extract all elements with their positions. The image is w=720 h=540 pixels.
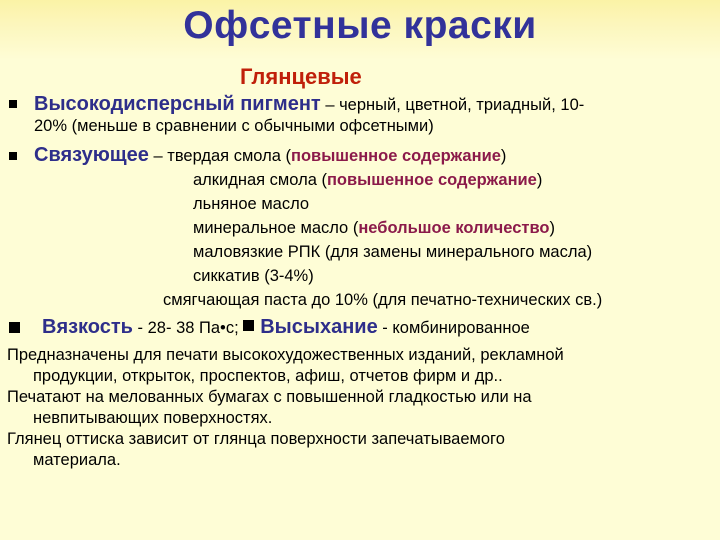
binder-highlight: небольшое количество [358, 219, 550, 237]
pigment-line [34, 93, 584, 116]
binder-line-6: смягчающая паста до 10% (для печатно-технических св.) [163, 291, 603, 309]
viscosity-label: Вязкость [42, 316, 133, 338]
properties-line [42, 316, 530, 339]
bullet-square-icon [9, 152, 17, 160]
paragraph-paper: Печатают на мелованных бумагах с повышенной гладкостью или на невпитывающих поверхностях. [7, 388, 532, 427]
binder-label: Связующее [34, 144, 149, 166]
binder-line-1: алкидная смола (повышенное содержание) [193, 171, 543, 189]
bullet-square-icon [243, 320, 254, 331]
page-subtitle: Глянцевые [240, 64, 362, 89]
paragraph-gloss: Глянец оттиска зависит от глянца поверхности запечатываемого материала. [7, 430, 505, 469]
pigment-text: – черный, цветной, триадный, 10- [320, 96, 585, 114]
binder-highlight: повышенное содержание [326, 171, 537, 189]
binder-line-2: льняное масло [193, 195, 310, 213]
bullet-square-icon [9, 100, 17, 108]
binder-line-4: маловязкие РПК (для замены минерального масла) [193, 243, 593, 261]
drying-label: Высыхание [260, 316, 378, 338]
paragraph-purpose: Предназначены для печати высокохудожественных изданий, рекламной продукции, открыток, проспектов, афиш, отчетов фирм и др.. [7, 346, 564, 385]
pigment-text-continued: 20% (меньше в сравнении с обычными офсетными) [34, 117, 434, 135]
binder-line-5: сиккатив (3-4%) [193, 267, 314, 285]
pigment-label: Высокодисперсный пигмент [34, 93, 321, 115]
page-title: Офсетные краски [183, 4, 537, 47]
binder-highlight: повышенное содержание [291, 147, 501, 165]
binder-line-3: минеральное масло (небольшое количество) [193, 219, 555, 237]
drying-value: - комбинированное [377, 319, 530, 337]
viscosity-value: - 28- 38 Па•с; [132, 319, 244, 337]
bullet-square-icon [9, 322, 20, 333]
binder-line-0: Связующее – твердая смола (повышенное содержание) [34, 144, 507, 166]
